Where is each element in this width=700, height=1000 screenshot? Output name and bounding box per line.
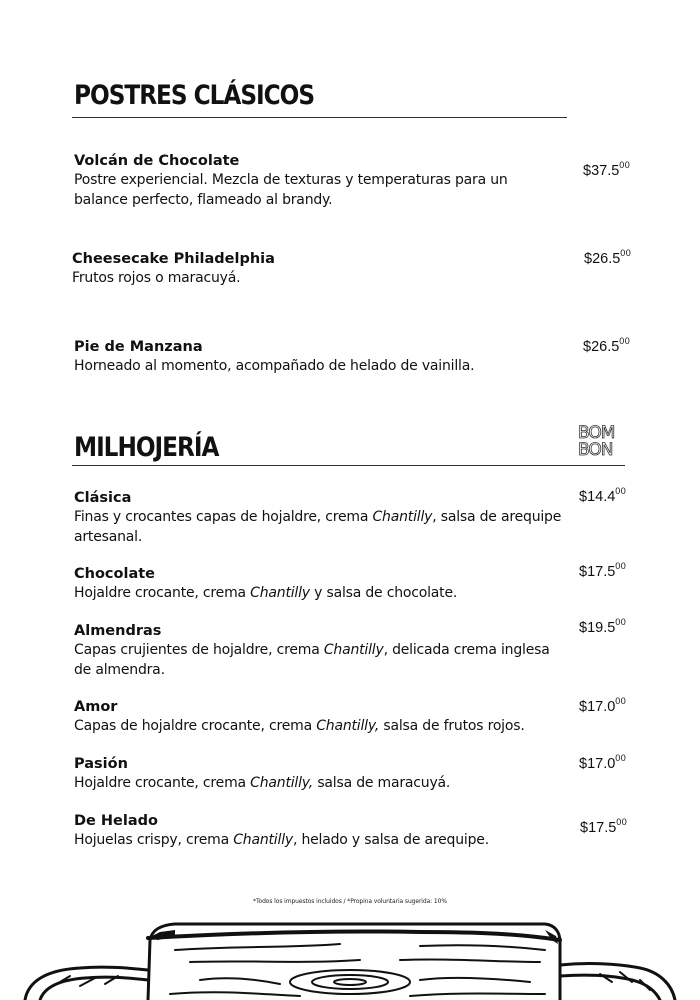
item-price: $37.5$^{00}$ [583,160,631,179]
item-name: Amor [74,699,118,715]
section-divider [72,117,567,118]
item-price: $17.5$^{00}$ [580,817,628,836]
menu-item-cheesecake-philadelphia [72,250,562,289]
item-description: Frutos rojos o maracuyá. [72,270,241,286]
bombon-logo: BOM BON [578,423,615,460]
item-name: De Helado [74,813,158,829]
item-name: Cheesecake Philadelphia [72,251,275,267]
item-name: Almendras [74,623,162,639]
menu-item-de-helado [74,812,564,851]
item-price: $26.5$^{00}$ [584,248,632,267]
item-description: Capas crujientes de hojaldre, crema Chantilly, delicada crema inglesa de almendra. [74,642,550,678]
menu-item-volcan-de-chocolate [74,152,564,210]
item-name: Chocolate [74,566,156,582]
rolling-pin-illustration [0,910,700,1000]
item-description: Capas de hojaldre crocante, crema Chantilly, salsa de frutos rojos. [74,718,525,734]
menu-item-almendras [74,622,564,680]
item-name: Volcán de Chocolate [74,153,240,169]
menu-item-pie-de-manzana [74,338,564,377]
item-price: $17.0$^{00}$ [579,753,627,772]
item-price: $17.0$^{00}$ [579,696,627,715]
menu-item-pasion [74,755,564,794]
item-description: Hojaldre crocante, crema Chantilly, salsa de maracuyá. [74,775,451,791]
item-name: Clásica [74,490,132,506]
item-price: $26.5$^{00}$ [583,336,631,355]
item-description: Postre experiencial. Mezcla de texturas y temperaturas para un balance perfecto, flameado al brandy. [74,172,508,208]
section-title-postres-clasicos: POSTRES CLÁSICOS [74,80,315,111]
menu-item-clasica [74,489,564,547]
menu-item-chocolate [74,565,564,604]
item-name: Pasión [74,756,128,772]
item-price: $14.4$^{00}$ [579,486,627,505]
item-description: Hojaldre crocante, crema Chantilly y salsa de chocolate. [74,585,458,601]
section-divider [72,465,625,466]
item-name: Pie de Manzana [74,339,203,355]
section-title-milhojeria: MILHOJERÍA [74,432,219,463]
item-description: Horneado al momento, acompañado de helado de vainilla. [74,358,475,374]
item-description: Hojuelas crispy, crema Chantilly, helado y salsa de arequipe. [74,832,489,848]
item-description: Finas y crocantes capas de hojaldre, crema Chantilly, salsa de arequipe artesanal. [74,509,562,545]
menu-item-amor [74,698,564,737]
footnote-taxes-tip: *Todos los impuestos incluidos / *Propina voluntaria sugerida: 10% [253,898,447,905]
item-price: $19.5$^{00}$ [579,617,627,636]
item-price: $17.5$^{00}$ [579,561,627,580]
